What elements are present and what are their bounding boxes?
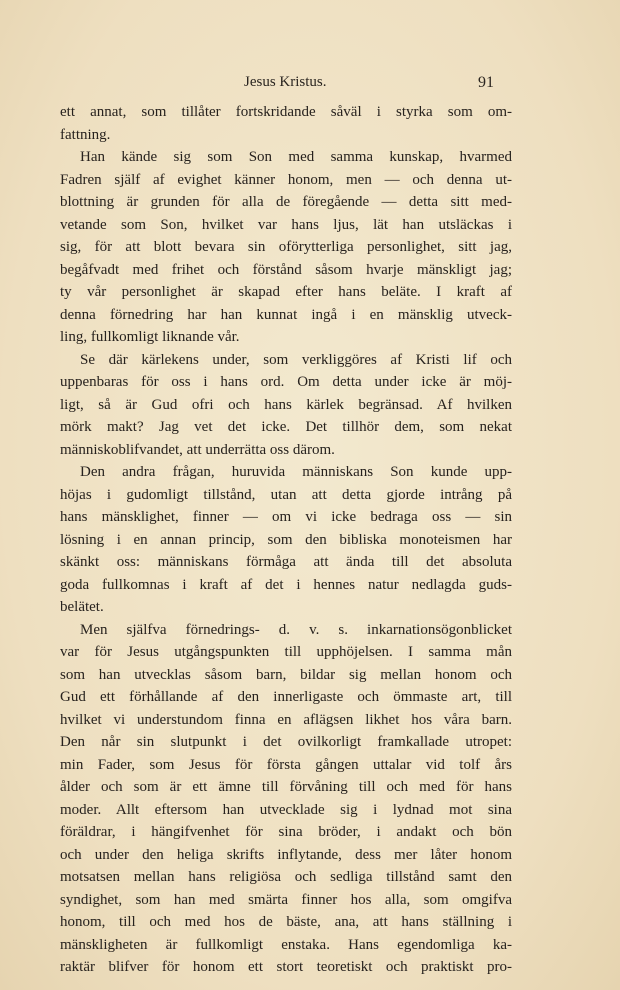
text-line: uppenbaras för oss i hans ord. Om detta under icke är möj- [60,374,512,390]
text-line: mänskligheten är fullkomligt enstaka. Hans egendomliga ka- [60,936,512,953]
text-line: mörk makt? Jag vet det icke. Det tillhör dem, som nekat [60,419,512,435]
page-number: 91 [478,74,494,91]
text-line: ty vår personlighet är skapad efter hans beläte. I kraft af [60,284,512,300]
text-line: lösning i en annan princip, som den bibliska monoteismen har [60,531,512,548]
text-line: Han kände sig som Son med samma kunskap, hvarmed [80,149,512,165]
text-line: föräldrar, i hängifvenhet för sina bröder, i andakt och bön [60,824,512,840]
text-line: begåfvadt med frihet och förstånd såsom hvarje mänskligt jag; [60,261,512,278]
text-line: skänkt oss: människans förmåga att ända till det absoluta [60,554,512,570]
text-line: min Fader, som Jesus för första gången uttalar vid tolf års [60,756,512,773]
text-line: motsatsen mellan hans religiösa och sedliga tillstånd samt den [60,869,512,885]
body-text [60,101,512,979]
text-line: och under den heliga skrifts inflytande, dess mer låter honom [60,846,512,863]
text-line: Gud ett förhållande af den innerligaste och ömmaste art, till [60,689,512,705]
text-line: vetande som Son, hvilket var hans ljus, lät han utsläckas i [60,216,512,233]
text-line: sig, för att blott bevara sin oförytterliga personlighet, sitt jag, [60,239,512,255]
text-line: ling, fullkomligt liknande vår. [60,329,240,345]
text-line: syndighet, som han med smärta finner hos alla, som omgifva [60,891,512,908]
text-line: människoblifvandet, att underrätta oss därom. [60,441,335,458]
text-line: Den andra frågan, huruvida människans Son kunde upp- [80,464,512,480]
text-line: goda fullkomnas i kraft af det i hennes natur nedlagda guds- [60,576,512,593]
text-line: ligt, så är Gud ofri och hans kärlek begränsad. Af hvilken [60,396,512,413]
text-line: raktär blifver för honom ett stort teoretiskt och praktiskt pro- [60,959,512,975]
text-line: Den når sin slutpunkt i det ovilkorligt framkallade utropet: [60,734,512,750]
text-line: Fadren själf af evighet känner honom, men — och denna ut- [60,171,512,188]
text-line: Men själfva förnedrings- d. v. s. inkarnationsögonblicket [80,621,512,638]
running-title: Jesus Kristus. [244,74,327,90]
text-line: hvilket vi understundom finna en aflägsen likhet hos våra barn. [60,711,512,728]
text-line: honom, till och med hos de bäste, ana, att hans ställning i [60,914,512,930]
page-header [0,74,620,94]
text-line: som han utvecklas såsom barn, bildar sig mellan honom och [60,666,512,683]
text-line: fattning. [60,126,111,143]
text-line: denna förnedring har han kunnat ingå i en mänsklig utveck- [60,306,512,323]
text-line: var för Jesus utgångspunkten till upphöjelsen. I samma mån [60,644,512,660]
text-line: belätet. [60,599,104,615]
text-line: moder. Allt eftersom han utvecklade sig i lydnad mot sina [60,801,512,818]
text-line: ett annat, som tillåter fortskridande såväl i styrka som om- [60,104,512,120]
text-line: ålder och som är ett ämne till förvåning till och med för hans [60,779,512,795]
text-line: Se där kärlekens under, som verkliggöres af Kristi lif och [80,351,512,368]
text-line: hans mänsklighet, finner — om vi icke bedraga oss — sin [60,509,512,525]
text-line: höjas i gudomligt tillstånd, utan att detta gjorde intrång på [60,486,512,503]
text-line: blottning är grunden för alla de föregående — detta sitt med- [60,194,512,210]
